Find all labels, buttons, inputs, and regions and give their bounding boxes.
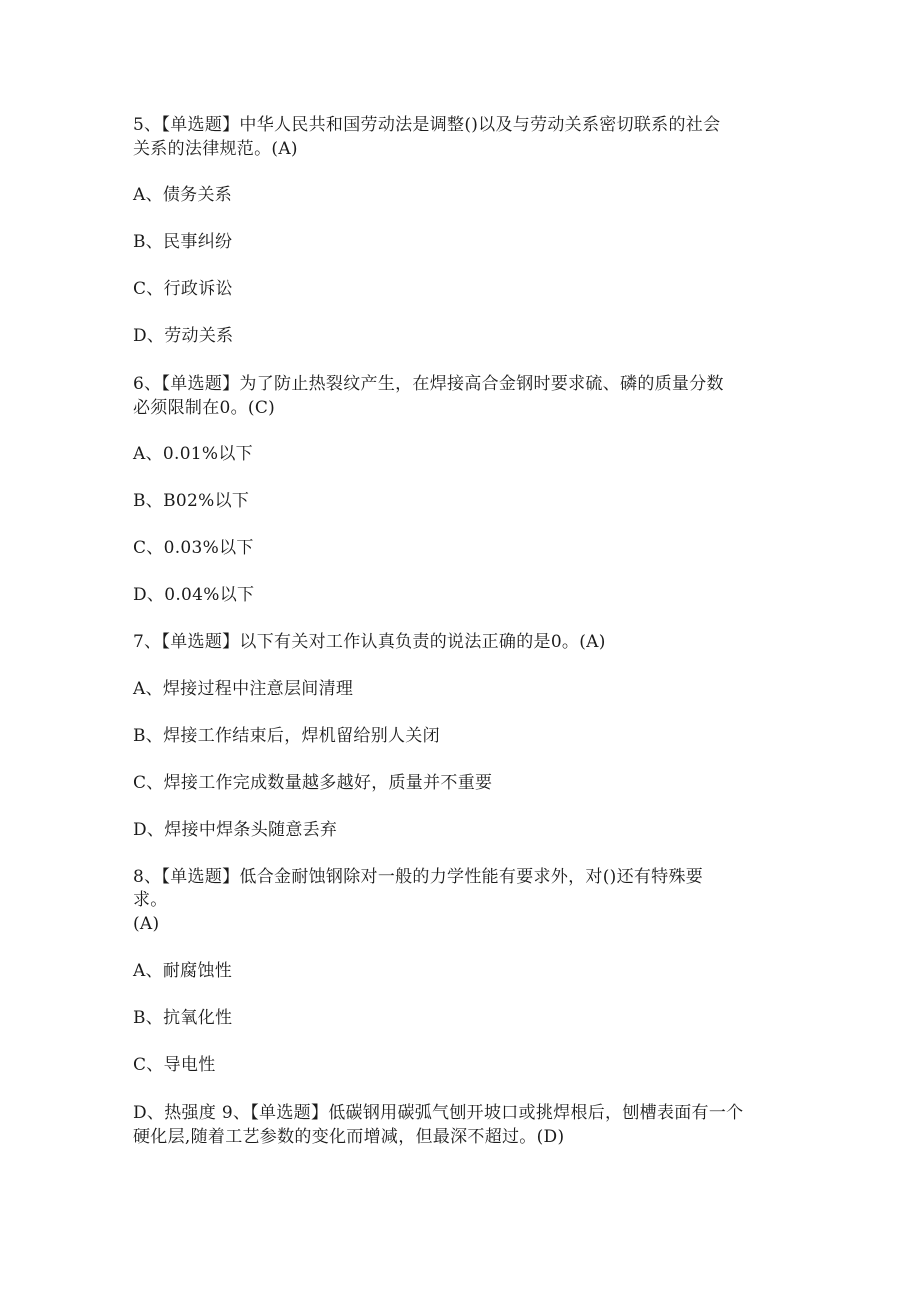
question-9-line-2: 硬化层,随着工艺参数的变化而增减，但最深不超过。(D) [133,1127,565,1147]
question-8-option-c: C、导电性 [133,1055,216,1075]
question-7-option-d: D、焊接中焊条头随意丢弃 [133,820,338,840]
question-5-line-1: 5、【单选题】中华人民共和国劳动法是调整()以及与劳动关系密切联系的社会 [133,115,721,135]
question-8-line-1: 8、【单选题】低合金耐蚀钢除对一般的力学性能有要求外，对()还有特殊要 [133,867,704,887]
question-6-option-c: C、0.03%以下 [133,538,254,558]
question-6-line-2: 必须限制在0。(C) [133,398,276,418]
question-5-option-d: D、劳动关系 [133,326,234,346]
question-8-line-3: (A) [133,914,160,934]
question-6-option-b: B、B02%以下 [133,491,250,511]
question-8-option-a: A、耐腐蚀性 [133,961,233,981]
question-7-option-c: C、焊接工作完成数量越多越好，质量并不重要 [133,773,493,793]
question-5-option-b: B、民事纠纷 [133,232,233,252]
question-8-line-2: 求。 [133,890,168,910]
question-6-line-1: 6、【单选题】为了防止热裂纹产生，在焊接高合金钢时要求硫、磷的质量分数 [133,374,724,394]
question-6-option-a: A、0.01%以下 [133,444,253,464]
question-6-option-d: D、0.04%以下 [133,585,255,605]
question-5-line-2: 关系的法律规范。(A) [133,139,298,159]
question-8-option-d-question-9-line-1: D、热强度 9、【单选题】低碳钢用碳弧气刨开坡口或挑焊根后，刨槽表面有一个 [133,1103,744,1123]
question-7-line-1: 7、【单选题】以下有关对工作认真负责的说法正确的是0。(A) [133,632,606,652]
question-5-option-c: C、行政诉讼 [133,279,233,299]
question-5-option-a: A、债务关系 [133,185,233,205]
question-7-option-a: A、焊接过程中注意层间清理 [133,679,354,699]
question-7-option-b: B、焊接工作结束后，焊机留给别人关闭 [133,726,440,746]
question-8-option-b: B、抗氧化性 [133,1008,233,1028]
